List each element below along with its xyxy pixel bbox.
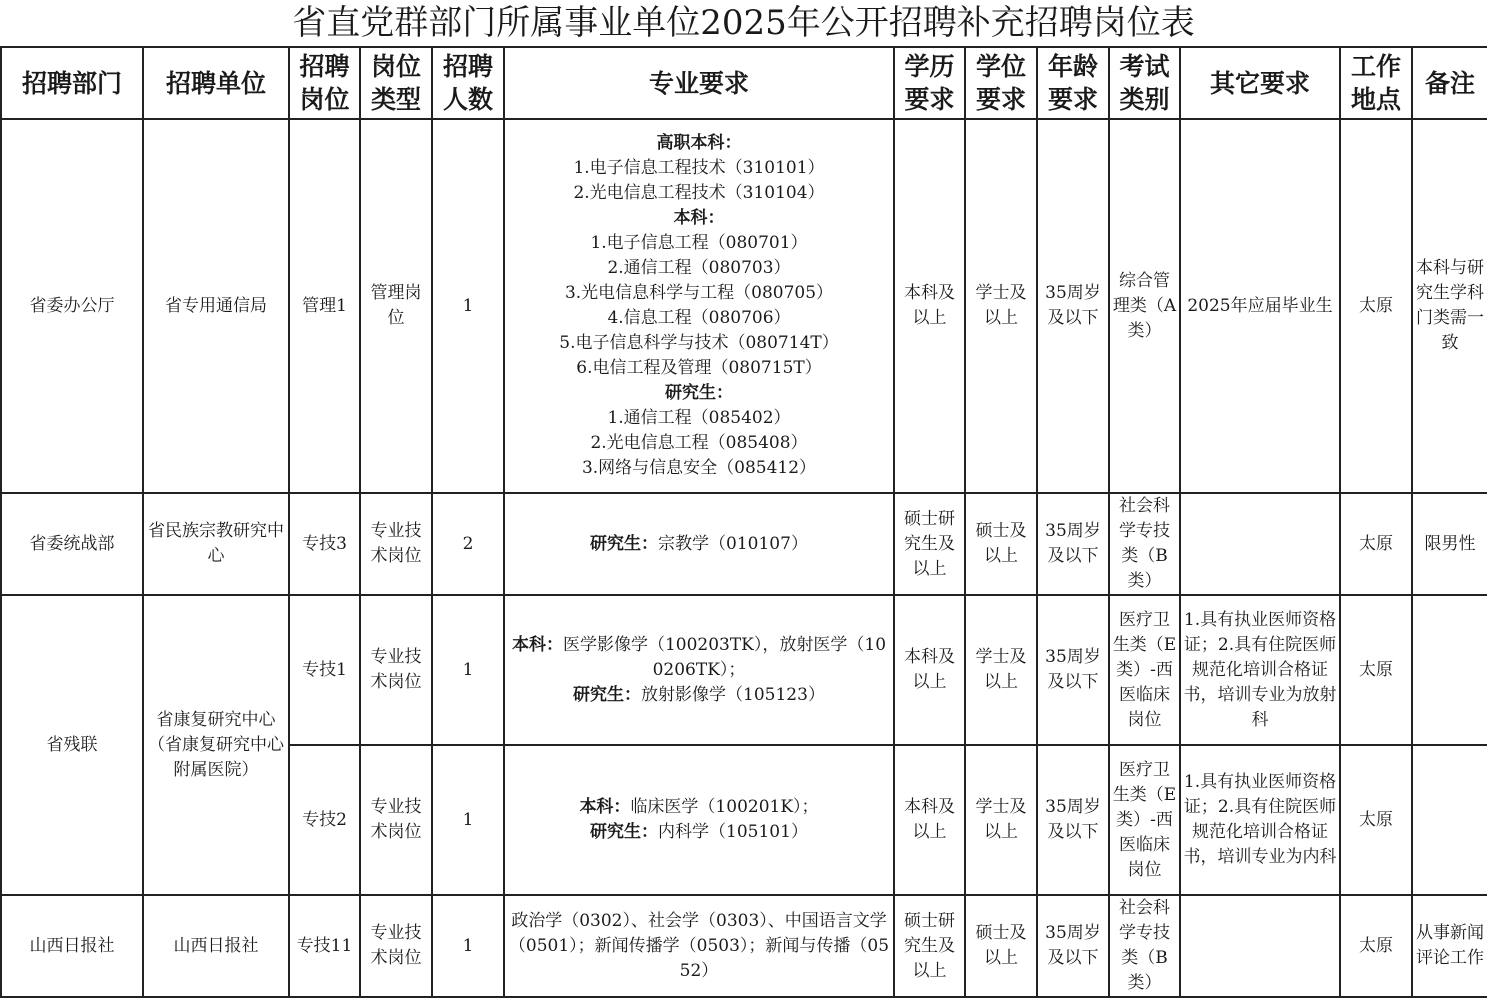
major-item: 2.光电信息工程（085408） (590, 433, 808, 453)
major-item: 1.电子信息工程技术（310101） (573, 158, 825, 178)
cell-exam: 综合管理类（A类） (1109, 119, 1180, 493)
cell-major (504, 745, 894, 895)
major-heading: 研究生： (665, 383, 733, 403)
header-dept: 招聘部门 (1, 47, 143, 119)
cell-other (1180, 895, 1340, 997)
header-major: 专业要求 (504, 47, 894, 119)
major-item: 3.光电信息科学与工程（080705） (564, 283, 834, 303)
cell-note (1412, 595, 1487, 745)
major-text: 医学影像学（100203TK），放射医学（100206TK）； (562, 634, 887, 680)
cell-place: 太原 (1340, 119, 1412, 493)
header-note: 备注 (1412, 47, 1487, 119)
major-heading: 高职本科： (656, 133, 742, 153)
cell-type: 专业技术岗位 (360, 745, 432, 895)
cell-exam: 社会科学专技类（B类） (1109, 895, 1180, 997)
cell-dept: 省残联 (1, 595, 143, 895)
major-item: 1.通信工程（085402） (607, 408, 791, 428)
cell-age: 35周岁及以下 (1037, 119, 1109, 493)
cell-place: 太原 (1340, 595, 1412, 745)
cell-dept: 省委统战部 (1, 493, 143, 595)
cell-edu: 本科及以上 (894, 745, 965, 895)
cell-note: 限男性 (1412, 493, 1487, 595)
cell-unit: 省民族宗教研究中心 (143, 493, 289, 595)
table-row (1, 595, 1487, 745)
cell-exam: 医疗卫生类（E类）-西医临床岗位 (1109, 595, 1180, 745)
cell-other (1180, 493, 1340, 595)
cell-count: 1 (432, 895, 504, 997)
cell-degree: 硕士及以上 (965, 895, 1037, 997)
cell-place: 太原 (1340, 895, 1412, 997)
cell-post: 管理1 (289, 119, 360, 493)
major-item: 4.信息工程（080706） (607, 308, 791, 328)
cell-type: 管理岗位 (360, 119, 432, 493)
major-heading: 本科： (673, 208, 725, 228)
cell-edu: 硕士研究生及以上 (894, 493, 965, 595)
cell-age: 35周岁及以下 (1037, 493, 1109, 595)
table-row (1, 119, 1487, 493)
cell-major: 政治学（0302）、社会学（0303）、中国语言文学（0501）；新闻传播学（0503）；新闻与传播（0552） (504, 895, 894, 997)
header-age: 年龄要求 (1037, 47, 1109, 119)
cell-other: 1.具有执业医师资格证；2.具有住院医师规范化培训合格证书，培训专业为放射科 (1180, 595, 1340, 745)
cell-age: 35周岁及以下 (1037, 745, 1109, 895)
major-label: 研究生： (590, 822, 659, 842)
major-label: 研究生： (590, 533, 659, 554)
header-exam: 考试类别 (1109, 47, 1180, 119)
cell-major (504, 493, 894, 595)
cell-unit: 山西日报社 (143, 895, 289, 997)
major-text: 放射影像学（105123） (641, 684, 825, 705)
cell-degree: 学士及以上 (965, 595, 1037, 745)
major-label: 本科： (579, 797, 631, 817)
cell-post: 专技3 (289, 493, 360, 595)
cell-unit: 省康复研究中心（省康复研究中心附属医院） (143, 595, 289, 895)
cell-note (1412, 745, 1487, 895)
table-row (1, 895, 1487, 997)
major-label: 研究生： (573, 684, 642, 705)
cell-other: 1.具有执业医师资格证；2.具有住院医师规范化培训合格证书，培训专业为内科 (1180, 745, 1340, 895)
cell-count: 1 (432, 745, 504, 895)
cell-other: 2025年应届毕业生 (1180, 119, 1340, 493)
major-item: 6.电信工程及管理（080715T） (576, 358, 822, 378)
header-degree: 学位要求 (965, 47, 1037, 119)
header-post: 招聘岗位 (289, 47, 360, 119)
cell-degree: 学士及以上 (965, 745, 1037, 895)
cell-degree: 学士及以上 (965, 119, 1037, 493)
cell-type: 专业技术岗位 (360, 493, 432, 595)
header-type: 岗位类型 (360, 47, 432, 119)
cell-note: 本科与研究生学科门类需一致 (1412, 119, 1487, 493)
header-unit: 招聘单位 (143, 47, 289, 119)
cell-unit: 省专用通信局 (143, 119, 289, 493)
cell-major (504, 595, 894, 745)
cell-exam: 社会科学专技类（B类） (1109, 493, 1180, 595)
header-edu: 学历要求 (894, 47, 965, 119)
cell-age: 35周岁及以下 (1037, 895, 1109, 997)
cell-count: 1 (432, 595, 504, 745)
major-label: 本科： (511, 634, 563, 655)
cell-count: 2 (432, 493, 504, 595)
recruitment-table (0, 46, 1487, 998)
cell-dept: 省委办公厅 (1, 119, 143, 493)
header-row (1, 47, 1487, 119)
cell-post: 专技2 (289, 745, 360, 895)
major-text: 临床医学（100201K）； (630, 797, 819, 817)
major-item: 2.通信工程（080703） (607, 258, 791, 278)
cell-post: 专技11 (289, 895, 360, 997)
cell-edu: 本科及以上 (894, 595, 965, 745)
major-item: 5.电子信息科学与技术（080714T） (559, 333, 839, 353)
cell-age: 35周岁及以下 (1037, 595, 1109, 745)
major-item: 2.光电信息工程技术（310104） (573, 183, 825, 203)
cell-edu: 本科及以上 (894, 119, 965, 493)
cell-type: 专业技术岗位 (360, 895, 432, 997)
header-other: 其它要求 (1180, 47, 1340, 119)
major-text: 宗教学（010107） (658, 533, 808, 554)
major-item: 3.网络与信息安全（085412） (581, 458, 817, 478)
header-count: 招聘人数 (432, 47, 504, 119)
major-item: 1.电子信息工程（080701） (590, 233, 808, 253)
cell-type: 专业技术岗位 (360, 595, 432, 745)
cell-count: 1 (432, 119, 504, 493)
page-title: 省直党群部门所属事业单位2025年公开招聘补充招聘岗位表 (292, 3, 1195, 43)
cell-exam: 医疗卫生类（E类）-西医临床岗位 (1109, 745, 1180, 895)
cell-dept: 山西日报社 (1, 895, 143, 997)
cell-degree: 硕士及以上 (965, 493, 1037, 595)
table-row (1, 493, 1487, 595)
header-place: 工作地点 (1340, 47, 1412, 119)
cell-place: 太原 (1340, 493, 1412, 595)
major-text: 内科学（105101） (658, 822, 808, 842)
cell-major (504, 119, 894, 493)
cell-place: 太原 (1340, 745, 1412, 895)
cell-post: 专技1 (289, 595, 360, 745)
cell-note: 从事新闻评论工作 (1412, 895, 1487, 997)
cell-edu: 硕士研究生及以上 (894, 895, 965, 997)
